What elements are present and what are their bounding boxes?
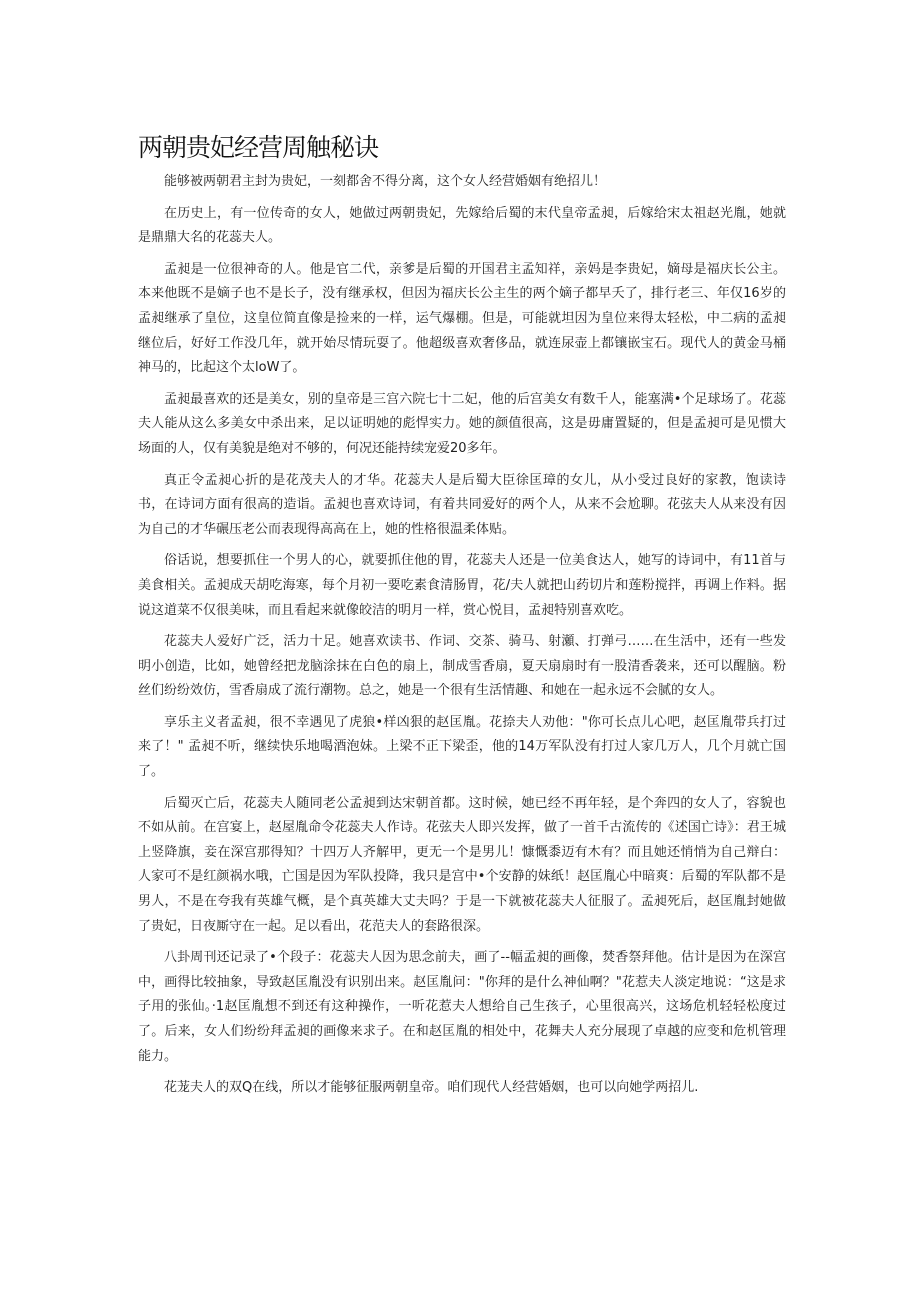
paragraph: 在历史上，有一位传奇的女人，她做过两朝贵妃，先嫁给后蜀的末代皇帝孟昶，后嫁给宋太祖赵光胤，她就是鼎鼎大名的花蕊夫人。 bbox=[138, 205, 786, 246]
article-body bbox=[138, 170, 786, 1108]
paragraph: 真正令孟昶心折的是花茂夫人的才华。花蕊夫人是后蜀大臣徐匡璋的女儿，从小受过良好的家教，饱读诗书，在诗词方面有很高的造诣。孟昶也喜欢诗词，有着共同爱好的两个人，从来不会尬聊。花弦夫人从来没有因为自己的才华碾压老公而表现得高高在上，她的性格很温柔体贴。 bbox=[138, 472, 786, 537]
paragraph: 享乐主义者孟昶，很不幸遇见了虎狼•样凶狠的赵匡胤。花捺夫人劝他："你可长点儿心吧，赵匡胤带兵打过来了！" 孟昶不听，继续快乐地喝酒泡妹。上梁不正下梁歪，他的14万军队没有打过人家几万人，几个月就亡国了。 bbox=[138, 714, 786, 780]
paragraph: 孟昶最喜欢的还是美女，别的皇帝是三宫六院七十二妃，他的后宫美女有数千人，能塞满•个足球场了。花蕊夫人能从这么多美女中杀出来，足以证明她的彪悍实力。她的颜值很高，这是毋庸置疑的，但是孟昶可是见惯大场面的人，仅有美貌是绝对不够的，何况还能持续宠爱20多年。 bbox=[138, 391, 786, 456]
paragraph: 后蜀灭亡后，花蕊夫人随同老公孟昶到达宋朝首都。这时候，她已经不再年轻，是个奔四的女人了，容貌也不如从前。在宫宴上，赵屋胤命令花蕊夫人作诗。花弦夫人即兴发挥，做了一首千古流传的《述国亡诗》：君王城上竖降旗，妾在深宫那得知？十四万人齐解甲，更无一个是男儿！慷慨黍迈有木有？而且她还悄悄为自己辩白：人家可不是红颜祸水哦，亡国是因为军队投降，我只是宫中•个安静的妹纸！赵匡胤心中暗爽：后蜀的军队都不是男人，不是在夸我有英雄气概，是个真英雄大丈夫吗？于是一下就被花蕊夫人征服了。孟昶死后，赵匡胤封她做了贵妃，日夜厮守在一起。足以看出，花范夫人的套路很深。 bbox=[138, 795, 786, 934]
paragraph: 八卦周刊还记录了•个段子：花蕊夫人因为思念前夫，画了--幅孟昶的画像，焚香祭拜他。估计是因为在深宫中，画得比较抽象，导致赵匡胤没有识别出来。赵匡胤问："你拜的是什么神仙啊？"花惹夫人淡定地说：“这是求子用的张仙。·1赵匡胤想不到还有这种操作，一听花惹夫人想给自己生孩子，心里很高兴，这场危机轻轻松度过了。后来，女人们纷纷拜孟昶的画像来求子。在和赵匡胤的相处中，花舞夫人充分展现了卓越的应变和危机管理能力。 bbox=[138, 950, 786, 1064]
paragraph: 能够被两朝君主封为贵妃，一刻都舍不得分离，这个女人经营婚姻有绝招儿！ bbox=[164, 174, 607, 189]
paragraph: 孟昶是一位很神奇的人。他是官二代，亲爹是后蜀的开国君主孟知祥，亲妈是李贵妃，嫡母是福庆长公主。本来他既不是嫡子也不是长子，没有继承权，但因为福庆长公主生的两个嫡子都早夭了，排行老三、年仅16岁的孟昶继承了皇位，这皇位简直像是捡来的一样，运气爆棚。但是，可能就坦因为皇位来得太轻松，中二病的孟昶继位后，好好工作没几年，就开始尽情玩耍了。他超级喜欢奢侈品，就连尿壶上都镶嵌宝石。现代人的黄金马桶神马的，比起这个太loW了。 bbox=[138, 261, 786, 376]
paragraph: 花茏夫人的双Q在线，所以才能够征服两朝皇帝。咱们现代人经营婚姻，也可以向她学两招儿. bbox=[164, 1080, 699, 1096]
paragraph: 俗话说，想要抓住一个男人的心，就要抓住他的胃，花蕊夫人还是一位美食达人，她写的诗词中，有11首与美食相关。孟昶成天胡吃海寒，每个月初一要吃素食清肠胃，花/夫人就把山药切片和莲粉搅拌，再调上作料。据说这道菜不仅很美味，而且看起来就像皎洁的明月一样，赏心悦目，孟昶特别喜欢吃。 bbox=[138, 553, 786, 618]
article-title: 两朝贵妃经营周触秘诀 bbox=[138, 133, 379, 162]
paragraph: 花蕊夫人爱好广泛，活力十足。她喜欢读书、作词、交茶、骑马、射瀬、打弹弓……在生活中，还有一些发明小创造，比如，她曾经把龙脑涂抹在白色的扇上，制成雪香扇，夏天扇扇时有一股清香袭来，还可以醒脑。粉丝们纷纷效仿，雪香扇成了流行潮物。总之，她是一个很有生活情趣、和她在一起永远不会腻的女人。 bbox=[138, 634, 786, 699]
